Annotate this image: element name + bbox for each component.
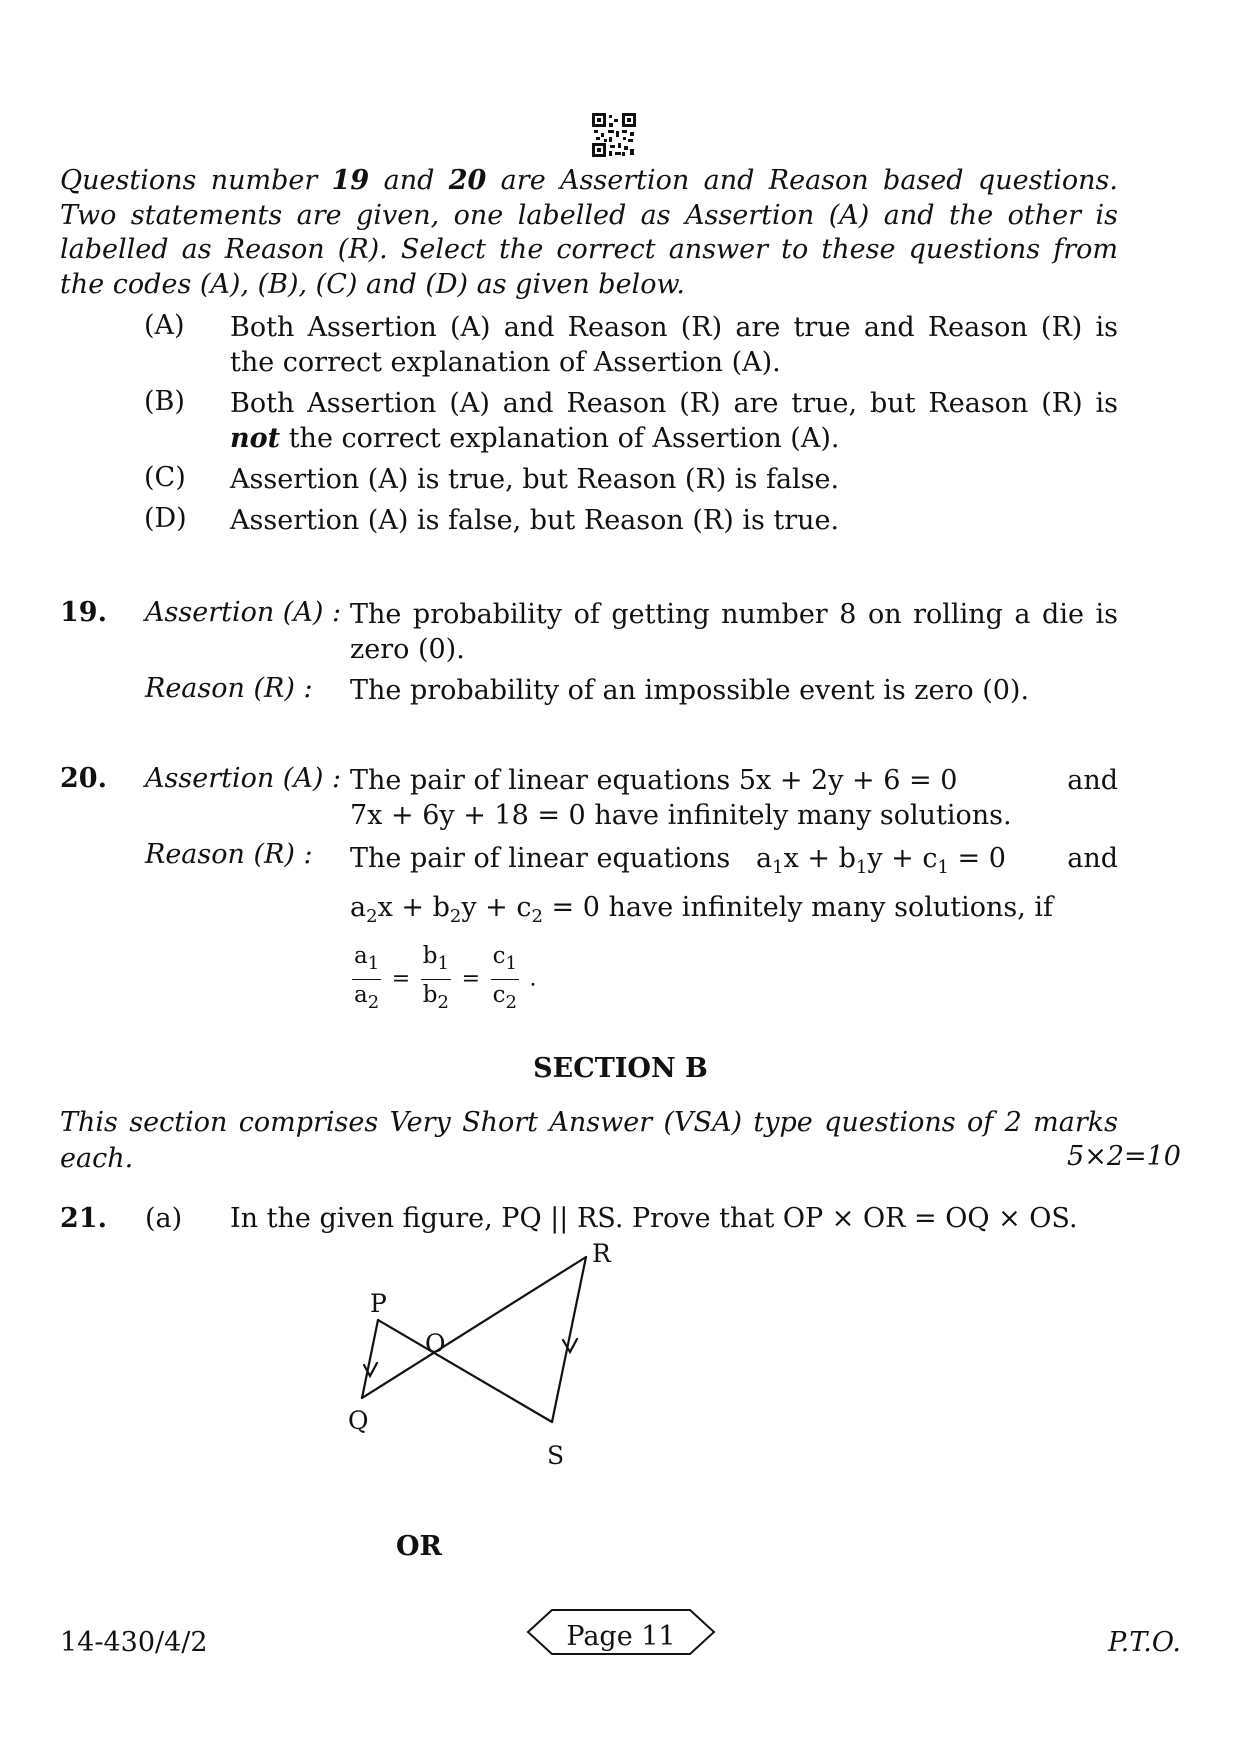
label-r: R <box>592 1240 611 1268</box>
fraction-a: $\frac{a_1}{a_2}$ <box>354 943 380 1013</box>
q19-reason-text: The probability of an impossible event is zero (0). <box>350 675 1030 706</box>
segment-pq <box>362 1320 378 1398</box>
option-b-text: Both Assertion (A) and Reason (R) are true, but Reason (R) is not the correct explanation of Assertion (A). <box>230 388 1118 454</box>
q19-reason-label: Reason (R) : <box>145 673 313 704</box>
q21-number: 21. <box>60 1203 107 1234</box>
pto-text: P.T.O. <box>1107 1627 1181 1658</box>
q20-reason-fraction-condition: $\frac{a_1}{a_2}$ = $\frac{b_1}{b_2}$ = $\frac{c_1}{c_2}$ . <box>350 941 1118 1018</box>
q19-assertion-label: Assertion (A) : <box>145 597 342 628</box>
q20-reason-text: The pair of linear equations $a_1x + b_1y + c_1 = 0$ and $a_2x + b_2y + c_2 = 0$ have infinitely many solutions, if $\frac{a_1}{a_2}$ = $\frac{b_1}{b_2}$ = $\frac{c_1}{c_2}$ . <box>350 839 1118 1018</box>
option-b-emphasis: not <box>230 423 281 454</box>
q20-reason-eq2: $a_2x + b_2y + c_2 = 0$ have infinitely many solutions, if <box>350 892 1053 927</box>
q20-assertion-label: Assertion (A) : <box>145 763 342 794</box>
fraction-b: $\frac{b_1}{b_2}$ <box>422 943 449 1013</box>
label-q: Q <box>348 1406 369 1435</box>
page-number: Page 11 <box>566 1621 676 1652</box>
q20-number: 20. <box>60 763 107 794</box>
section-b-description: This section comprises Very Short Answer (VSA) type questions of 2 marks each. <box>60 1107 1118 1174</box>
section-b-marks: 5×2=10 <box>1067 1141 1181 1172</box>
q20-assertion-and: and <box>1067 765 1118 796</box>
q20-reason-label: Reason (R) : <box>145 839 313 870</box>
paper-code: 14-430/4/2 <box>60 1627 208 1658</box>
q20-assertion-eq1: 5x + 2y + 6 = 0 <box>738 765 958 796</box>
q21-text: In the given figure, PQ || RS. Prove that OP × OR = OQ × OS. <box>230 1203 1078 1234</box>
label-o: O <box>425 1329 446 1358</box>
q21-figure <box>320 1240 680 1500</box>
label-s: S <box>547 1441 565 1470</box>
option-d-text: Assertion (A) is false, but Reason (R) is true. <box>230 505 840 536</box>
q20-reason-and: and <box>1067 843 1118 874</box>
q20-assertion-text: The pair of linear equations 5x + 2y + 6 = 0 and 7x + 6y + 18 = 0 have infinitely many solutions. <box>350 765 1118 831</box>
option-a-text: Both Assertion (A) and Reason (R) are true and Reason (R) is the correct explanation of Assertion (A). <box>230 312 1118 378</box>
q19-number: 19. <box>60 597 107 628</box>
qr-code-icon <box>592 113 636 157</box>
fraction-c: $\frac{c_1}{c_2}$ <box>492 943 517 1013</box>
option-a-letter: (A) <box>144 310 185 341</box>
segment-rs <box>552 1257 586 1422</box>
instructions-q20: 20 <box>448 165 487 196</box>
q20-assertion-line2: 7x + 6y + 18 = 0 have infinitely many solutions. <box>350 800 1012 831</box>
option-d-letter: (D) <box>144 503 187 534</box>
q19-assertion-text: The probability of getting number 8 on rolling a die is zero (0). <box>350 599 1118 665</box>
or-separator: OR <box>396 1531 442 1562</box>
q21-part: (a) <box>145 1203 183 1234</box>
label-p: P <box>370 1289 387 1318</box>
instructions-text: Questions number 19 and 20 are Assertion and Reason based questions. Two statements are given, one labelled as Assertion (A) and the other is labelled as Reason (R). Select the correct answer to these questions from the codes (A), (B), (C) and (D) as given below. <box>60 165 1118 300</box>
q20-reason-eq1: $a_1x + b_1y + c_1 = 0$ <box>756 843 1006 878</box>
section-b-title: SECTION B <box>533 1053 708 1084</box>
option-b-letter: (B) <box>144 386 185 417</box>
arrow-rs-icon <box>563 1339 577 1352</box>
option-c-letter: (C) <box>144 462 186 493</box>
instructions-q19: 19 <box>331 165 370 196</box>
option-c-text: Assertion (A) is true, but Reason (R) is false. <box>230 464 840 495</box>
